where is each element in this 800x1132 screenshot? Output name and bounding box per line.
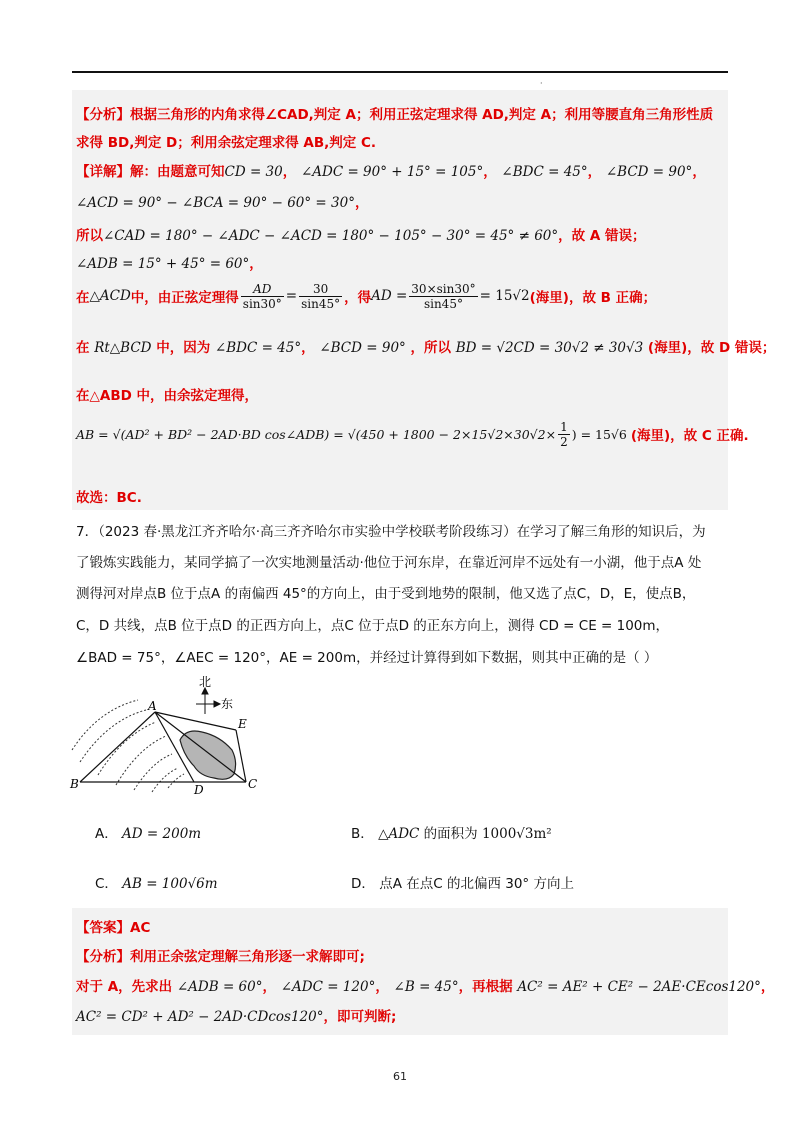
rt-bd: BD = √2CD = 30√2 ≠ 30√3 [455, 340, 644, 356]
eq-bcd: ∠BCD = 90° [605, 164, 693, 180]
point-c-label: C [248, 777, 258, 791]
answer-for-a-line: 对于 A，先求出 ∠ADB = 60°， ∠ADC = 120°， ∠B = 45°，再根据 AC² = AE² + CE² − 2AE·CEcos120°， [76, 979, 775, 995]
option-d[interactable] [351, 872, 574, 892]
eq-cd: CD = 30 [224, 164, 283, 180]
frac-half-den: 2 [560, 434, 568, 449]
cos-suffix: (海里)，故 C 正确. [630, 428, 749, 444]
cos-tail: ) = 15√6 [571, 426, 627, 442]
analysis-label: 【分析】 [76, 107, 130, 123]
frac-30-sin45-den: sin45° [301, 296, 341, 311]
point-d-label: D [194, 783, 204, 797]
option-a-text: AD = 200m [122, 826, 202, 842]
rt-bcd: ∠BCD = 90° [319, 340, 406, 356]
answer-eq2: ∠ADC = 120° [280, 979, 376, 995]
eq-bdc: ∠BDC = 45° [501, 164, 588, 180]
sine-ad: AD = [371, 288, 408, 304]
geometry-figure [68, 670, 278, 798]
point-a-label: A [148, 699, 157, 713]
detail-label: 【详解】 [76, 164, 130, 180]
choice-line [76, 486, 142, 506]
cos-formula-line [76, 414, 749, 454]
detail-line-1: 【详解】解：由题意可知CD = 30， ∠ADC = 90° + 15° = 105°， ∠BDC = 45°， ∠BCD = 90°， [76, 164, 706, 180]
rt-line: 在 Rt△BCD 中，因为 ∠BDC = 45°， ∠BCD = 90° ，所以 BD = √2CD = 30√2 ≠ 30√3 (海里)，故 D 错误； [76, 340, 776, 356]
option-b-triangle: △ADC [378, 826, 420, 842]
answer-then: ，再根据 [458, 979, 513, 995]
frac-30sin30-sin45-num: 30×sin30° [411, 281, 476, 296]
river-waves [72, 700, 184, 792]
answer-eq5: AC² = CD² + AD² − 2AD·CDcos120° [76, 1009, 324, 1025]
analysis-text-2: 求得 BD,判定 D；利用余弦定理求得 AB,判定 C. [76, 135, 377, 151]
page-number: 61 [393, 1070, 407, 1083]
cos-intro: 在△ABD 中，由余弦定理得， [76, 388, 259, 404]
analysis-line-2 [76, 131, 376, 151]
frac-30sin30-sin45-den: sin45° [423, 296, 463, 311]
rt-suffix: (海里)，故 D 错误； [647, 340, 776, 356]
sine-suffix: (海里)，故 B 正确； [529, 290, 657, 306]
so-suffix: ，故 A 错误； [558, 228, 646, 244]
cos-intro-line [76, 384, 258, 404]
option-b-label: B． [351, 826, 374, 842]
rt-triangle: Rt△BCD [94, 340, 152, 356]
eq-acd: ∠ACD = 90° − ∠BCA = 90° − 60° = 30° [76, 195, 355, 211]
detail-line-2: ∠ACD = 90° − ∠BCA = 90° − 60° = 30°， [76, 195, 369, 211]
sine-result: = 15√2 [479, 288, 530, 304]
choice-text: 故选：BC. [76, 490, 142, 506]
point-e-label: E [238, 717, 247, 731]
frac-ad-sin30-den: sin30° [242, 296, 282, 311]
detail-prefix: 解：由题意可知 [130, 164, 225, 180]
problem-line-3: 测得河对岸点B 位于点A 的南偏西 45°的方向上，由于受到地势的限制，他又选了点C，D，E，使点B， [76, 586, 696, 602]
option-b-value: 1000√3m² [481, 826, 552, 842]
compass [196, 688, 220, 714]
problem-line-1: 7．（2023 春·黑龙江齐齐哈尔·高三齐齐哈尔市实验中学校联考阶段练习）在学习了解三角形的知识后，为 [76, 524, 706, 540]
sine-law-line: 在 △ACD 中，由正弦定理得 $\frac{AD}{\sin 30^\circ}$ = $\frac{30}{\sin 45^\circ}$ ，得 AD = $\frac{30\times\sin 30^\circ}{\sin 45^\circ}$ = 15√2 (海里)，故 B 正确； [76, 281, 657, 311]
answer-eq5-line [76, 1005, 396, 1025]
so-prefix: 所以 [76, 228, 103, 244]
answer-label: 【答案】 [76, 920, 130, 936]
rt-bdc: ∠BDC = 45° [214, 340, 302, 356]
sine-triangle: △ACD [89, 288, 131, 304]
frac-30sin30-sin45 [409, 282, 477, 311]
frac-half-num: 1 [560, 419, 568, 434]
option-d-text: 点A 在点C 的北偏西 30° 方向上 [379, 876, 574, 892]
option-c-text: AB = 100√6m [122, 876, 218, 892]
sine-prefix: 在 [76, 290, 90, 306]
option-a-label: A． [95, 826, 118, 842]
option-d-label: D． [351, 876, 375, 892]
rt-prefix: 在 [76, 340, 90, 356]
frac-ad-sin30-num: AD [241, 282, 284, 297]
eq-adc: ∠ADC = 90° + 15° = 105° [300, 164, 484, 180]
problem-line-2: 了锻炼实践能力，某同学搞了一次实地测量活动·他位于河东岸，在靠近河岸不远处有一小湖，他于点A 处 [76, 555, 702, 571]
option-c[interactable] [95, 872, 218, 892]
detail-line-3 [76, 224, 646, 244]
answer-eq4: AC² = AE² + CE² − 2AE·CEcos120° [517, 979, 761, 995]
frac-30-sin45 [299, 282, 342, 311]
option-a[interactable] [95, 822, 201, 842]
frac-half [558, 420, 570, 449]
problem-line-4: C，D 共线，点B 位于点D 的正西方向上，点C 位于点D 的正东方向上，测得 CD = CE = 100m， [76, 618, 670, 634]
answer-value: AC [130, 920, 151, 936]
analysis-line-1 [76, 103, 713, 123]
answer-line [76, 916, 150, 936]
header-dot: · [540, 79, 543, 88]
eq-adb: ∠ADB = 15° + 45° = 60° [76, 256, 250, 272]
frac-30-sin45-num: 30 [299, 282, 342, 297]
eq-cad: ∠CAD = 180° − ∠ADC − ∠ACD = 180° − 105° − 30° = 45° ≠ 60° [103, 228, 559, 244]
answer-analysis-line [76, 945, 365, 965]
problem-line-5: ∠BAD = 75°，∠AEC = 120°，AE = 200m，并经过计算得到如下数据，则其中正确的是（ ） [76, 650, 658, 666]
analysis-text-1: 根据三角形的内角求得∠CAD,判定 A；利用正弦定理求得 AD,判定 A；利用等腰直角三角形性质 [130, 107, 714, 123]
answer-eq3: ∠B = 45° [393, 979, 459, 995]
frac-ad-sin30 [241, 282, 284, 311]
option-c-label: C． [95, 876, 118, 892]
detail-line-4: ∠ADB = 15° + 45° = 60°， [76, 256, 263, 272]
answer-eq1: ∠ADB = 60° [176, 979, 263, 995]
answer-end: ，即可判断; [323, 1009, 397, 1025]
rt-mid: 中，因为 [156, 340, 211, 356]
sine-mid: 中，由正弦定理得 [130, 290, 239, 306]
header-rule [72, 71, 728, 73]
answer-analysis-label: 【分析】 [76, 949, 130, 965]
east-label: 东 [221, 697, 234, 711]
cos-formula: AB = √(AD² + BD² − 2AD·BD cos∠ADB) = √(450 + 1800 − 2×15√2×30√2× [76, 426, 557, 442]
answer-for-a: 对于 A，先求出 [76, 979, 173, 995]
north-label: 北 [199, 675, 212, 689]
rt-so: ，所以 [410, 340, 451, 356]
option-b-mid: 的面积为 [423, 826, 478, 842]
answer-analysis-text: 利用正余弦定理解三角形逐一求解即可; [130, 949, 365, 965]
point-b-label: B [70, 777, 79, 791]
sine-get: ，得 [344, 290, 372, 306]
option-b[interactable] [351, 822, 552, 842]
